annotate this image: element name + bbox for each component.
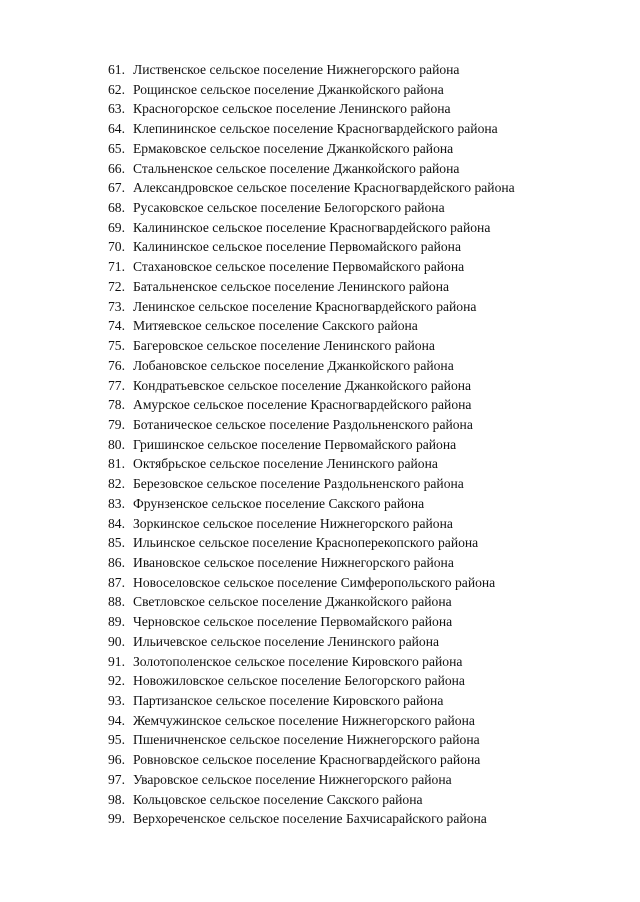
item-text: Русаковское сельское поселение Белогорского района: [133, 200, 445, 216]
list-item: [108, 809, 515, 829]
item-number: 66.: [108, 160, 125, 176]
item-number: 88.: [108, 594, 125, 610]
item-number: 95.: [108, 732, 125, 748]
item-text: Черновское сельское поселение Первомайского района: [133, 614, 453, 630]
list-item: [108, 99, 515, 119]
item-number: 97.: [108, 771, 125, 787]
item-text: Ровновское сельское поселение Красногвардейского района: [133, 752, 481, 768]
list-item: [108, 711, 515, 731]
item-number: 76.: [108, 357, 125, 373]
item-text: Ильинское сельское поселение Красноперекопского района: [133, 535, 479, 551]
item-text: Стальненское сельское поселение Джанкойского района: [133, 160, 460, 176]
list-item: [108, 80, 515, 100]
list-item: [108, 237, 515, 257]
list-item: [108, 632, 515, 652]
item-text: Батальненское сельское поселение Ленинского района: [133, 278, 450, 294]
list-item: [108, 494, 515, 514]
item-number: 64.: [108, 121, 125, 137]
list-item: [108, 336, 515, 356]
item-text: Пшеничненское сельское поселение Нижнегорского района: [133, 732, 480, 748]
item-number: 85.: [108, 535, 125, 551]
item-number: 68.: [108, 200, 125, 216]
list-item: [108, 454, 515, 474]
item-text: Партизанское сельское поселение Кировского района: [133, 693, 444, 708]
list-item: [108, 415, 515, 435]
list-item: [108, 691, 515, 711]
list-item: [108, 277, 515, 297]
list-item: [108, 652, 515, 672]
list-item: [108, 573, 515, 593]
item-number: 87.: [108, 574, 125, 590]
item-number: 99.: [108, 811, 125, 827]
list-item: [108, 553, 515, 573]
item-text: Ивановское сельское поселение Нижнегорского района: [133, 554, 454, 570]
list-item: [108, 395, 515, 415]
item-number: 96.: [108, 752, 125, 768]
list-item: [108, 316, 515, 336]
list-item: [108, 750, 515, 770]
item-text: Новожиловское сельское поселение Белогорского района: [133, 673, 465, 689]
item-text: Золотополенское сельское поселение Кировского района: [133, 653, 463, 669]
list-item: [108, 60, 515, 80]
item-number: 83.: [108, 495, 125, 511]
item-text: Стахановское сельское поселение Первомайского района: [133, 259, 465, 275]
item-number: 91.: [108, 653, 125, 669]
item-number: 74.: [108, 318, 125, 334]
item-text: Рощинское сельское поселение Джанкойского района: [133, 81, 444, 97]
list-item: [108, 159, 515, 179]
item-text: Кольцовское сельское поселение Сакского района: [133, 791, 423, 807]
item-number: 94.: [108, 712, 125, 728]
item-number: 62.: [108, 81, 125, 97]
item-number: 71.: [108, 259, 125, 275]
item-number: 75.: [108, 338, 125, 354]
item-text: Лобановское сельское поселение Джанкойского района: [133, 357, 454, 373]
item-text: Амурское сельское поселение Красногвардейского района: [133, 397, 472, 413]
item-number: 86.: [108, 554, 125, 570]
list-item: [108, 435, 515, 455]
item-text: Светловское сельское поселение Джанкойского района: [133, 594, 452, 610]
list-item: [108, 297, 515, 317]
list-item: [108, 218, 515, 238]
list-item: [108, 770, 515, 790]
list-item: [108, 592, 515, 612]
item-number: 98.: [108, 791, 125, 807]
item-text: Клепининское сельское поселение Красногвардейского района: [133, 121, 498, 137]
item-number: 92.: [108, 673, 125, 689]
list-item: [108, 474, 515, 494]
item-text: Александровское сельское поселение Красногвардейского района: [133, 180, 515, 196]
item-text: Ермаковское сельское поселение Джанкойского района: [133, 140, 454, 156]
item-number: 90.: [108, 633, 125, 649]
item-number: 84.: [108, 515, 125, 531]
item-text: Фрунзенское сельское поселение Сакского района: [133, 495, 425, 511]
item-number: 81.: [108, 456, 125, 472]
item-text: Багеровское сельское поселение Ленинского района: [133, 338, 435, 354]
list-item: [108, 730, 515, 750]
list-item: [108, 612, 515, 632]
list-item: [108, 119, 515, 139]
item-text: Кондратьевское сельское поселение Джанкойского района: [133, 377, 472, 393]
item-number: 89.: [108, 614, 125, 630]
item-text: Октябрьское сельское поселение Ленинского района: [133, 456, 438, 472]
item-text: Калининское сельское поселение Красногвардейского района: [133, 219, 491, 235]
list-item: [108, 139, 515, 159]
item-number: 93.: [108, 693, 125, 708]
item-text: Уваровское сельское поселение Нижнегорского района: [133, 771, 452, 787]
list-item: [108, 671, 515, 691]
list-item: [108, 198, 515, 218]
item-number: 61.: [108, 62, 125, 77]
list-item: [108, 533, 515, 553]
item-number: 80.: [108, 436, 125, 452]
item-number: 65.: [108, 140, 125, 156]
item-number: 77.: [108, 377, 125, 393]
item-text: Красногорское сельское поселение Ленинского района: [133, 101, 451, 117]
list-item: [108, 178, 515, 198]
list-item: [108, 514, 515, 534]
item-number: 78.: [108, 397, 125, 413]
settlement-list: [108, 60, 515, 829]
item-text: Зоркинское сельское поселение Нижнегорского района: [133, 515, 453, 531]
item-text: Гришинское сельское поселение Первомайского района: [133, 436, 457, 452]
item-text: Митяевское сельское поселение Сакского района: [133, 318, 418, 334]
item-number: 70.: [108, 239, 125, 255]
item-text: Ленинское сельское поселение Красногвардейского района: [133, 298, 477, 314]
item-text: Ильичевское сельское поселение Ленинского района: [133, 633, 439, 649]
item-text: Калининское сельское поселение Первомайского района: [133, 239, 461, 255]
item-number: 69.: [108, 219, 125, 235]
item-number: 82.: [108, 476, 125, 492]
item-text: Жемчужинское сельское поселение Нижнегорского района: [133, 712, 475, 728]
item-text: Новоселовское сельское поселение Симферопольского района: [133, 574, 496, 590]
item-number: 73.: [108, 298, 125, 314]
item-number: 79.: [108, 416, 125, 432]
list-item: [108, 356, 515, 376]
list-item: [108, 790, 515, 810]
list-item: [108, 376, 515, 396]
item-text: Верхореченское сельское поселение Бахчисарайского района: [133, 811, 487, 827]
item-number: 72.: [108, 278, 125, 294]
item-text: Лиственское сельское поселение Нижнегорского района: [133, 62, 460, 77]
item-number: 67.: [108, 180, 125, 196]
item-text: Березовское сельское поселение Раздольненского района: [133, 476, 464, 492]
item-text: Ботаническое сельское поселение Раздольненского района: [133, 416, 473, 432]
list-item: [108, 257, 515, 277]
item-number: 63.: [108, 101, 125, 117]
